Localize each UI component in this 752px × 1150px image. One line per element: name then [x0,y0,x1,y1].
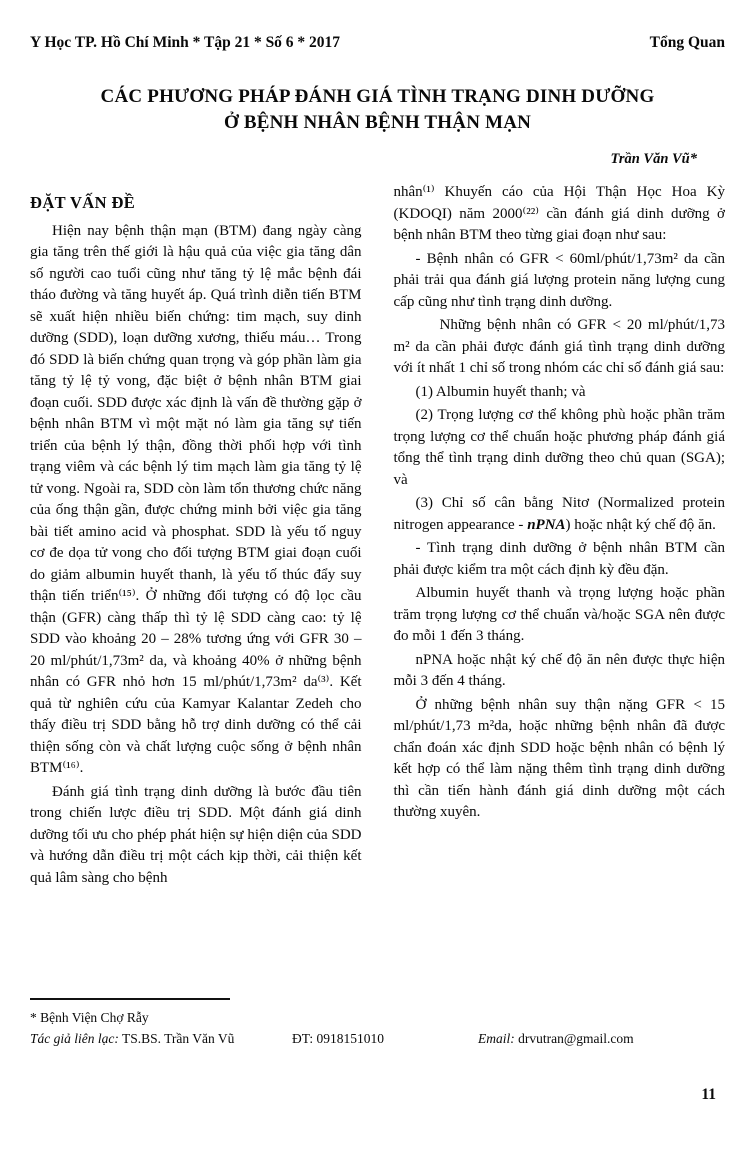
body-paragraph-2: - Bệnh nhân có GFR < 60ml/phút/1,73m² da cần phải trải qua đánh giá lượng protein năng lượng cung cấp cũng như tình trạng dinh dưỡng. [393,250,725,310]
criteria-item-1: (1) Albumin huyết thanh; và [415,383,586,400]
contact-phone [292,1029,478,1050]
left-column [30,182,362,891]
contact-line [30,1029,725,1050]
email-value: drvutran@gmail.com [514,1030,634,1046]
criteria-item-3-pre: (3) Chỉ số cân bằng Nitơ (Normalized protein nitrogen appearance - [393,495,725,533]
intro-paragraph-2: Đánh giá tình trạng dinh dưỡng là bước đầu tiên trong chiến lược điều trị SDD. Một đánh giá dinh dưỡng tối ưu cho phép phát hiện sự hiện diện của SDD và hướng dẫn điều trị một cách kịp thời, cải thiện kết quả lâm sàng cho bệnh [30,783,362,886]
paper-title-line2: Ở BỆNH NHÂN BỆNH THẬN MẠN [223,111,532,133]
section-header: Tổng Quan [649,34,725,51]
criteria-item-3 [394,493,726,536]
phone-value: 0918151010 [313,1030,384,1046]
paper-title-line1: CÁC PHƯƠNG PHÁP ĐÁNH GIÁ TÌNH TRẠNG DINH DƯỠNG [100,86,655,107]
criteria-item-3-post: ) hoặc nhật ký chế độ ăn. [565,516,716,533]
body-paragraph-1: nhân⁽¹⁾ Khuyến cáo của Hội Thận Học Hoa Kỳ (KDOQI) năm 2000⁽²²⁾ cần đánh giá dinh dưỡng ở bệnh nhân BTM theo từng giai đoạn như sau: [393,184,725,244]
footnote-block [30,998,725,1050]
right-column [394,182,726,891]
running-header [30,34,725,52]
body-paragraph-10: Ở những bệnh nhân suy thận nặng GFR < 15 ml/phút/1,73 m²da, hoặc những bệnh nhân đã được chẩn đoán xác định SDD hoặc bệnh nhân có bệnh lý kết hợp có thể làm nặng thêm tình trạng dinh dưỡng thì cần tiến hành đánh giá dinh dưỡng một cách thường xuyên. [393,696,725,821]
phone-label: ĐT: [292,1030,314,1046]
body-paragraph-8: Albumin huyết thanh và trọng lượng hoặc phần trăm trọng lượng cơ thể chuẩn và/hoặc SGA nên được đo mỗi 1 đến 3 tháng. [393,585,725,645]
footnote-divider [30,998,230,1000]
contact-label: Tác giả liên lạc: [30,1030,119,1046]
body-paragraph-9: nPNA hoặc nhật ký chế độ ăn nên được thực hiện mỗi 3 đến 4 tháng. [393,651,725,690]
contact-value: TS.BS. Trần Văn Vũ [118,1030,235,1046]
contact-author [30,1029,292,1050]
body-columns [30,182,725,891]
section-heading-dat-van-de: ĐẶT VẤN ĐỀ [30,193,136,213]
journal-header: Y Học TP. Hồ Chí Minh * Tập 21 * Số 6 * 2017 [30,34,341,51]
paper-title [30,84,725,135]
criteria-item-2: (2) Trọng lượng cơ thể không phù hoặc phần trăm trọng lượng cơ thể chuẩn hoặc phương pháp đánh giá tổng thể tình trạng dinh dưỡng theo chủ quan (SGA); và [393,407,725,488]
contact-email [478,1029,634,1050]
intro-paragraph-1: Hiện nay bệnh thận mạn (BTM) đang ngày càng gia tăng trên thế giới là hậu quả của việc gia tăng dân số người cao tuổi cũng như tăng tỷ lệ mắc bệnh đái tháo đường và tăng huyết áp. Quá trình diễn tiến BTM sẽ xuất hiện nhiều biến chứng: tim mạch, suy dinh dưỡng (SDD), loạn dưỡng xương, thiếu máu… Trong đó SDD là biến chứng quan trọng và góp phần làm gia tăng tỷ lệ tỷ vong, đặc biệt ở bệnh nhân BTM giai đoạn cuối. SDD được xác định là vấn đề thường gặp ở bệnh nhân BTM vì một mặt nó làm gia tăng sự tiến triển của bệnh lý thận, đồng thời phối hợp với tình trạng viêm và các bệnh lý tim mạch làm gia tăng tỷ lệ tử vong. Ngoài ra, SDD còn làm tổn thương chức năng của ống thận gần, được chứng minh bởi việc gia tăng bài tiết amino acid và phosphat. SDD là yếu tố nguy cơ đe dọa tử vong cho đối tượng BTM giai đoạn cuối do giảm albumin huyết thanh, là yếu tố thúc đẩy suy thận tiến triển⁽¹⁵⁾. Ở những đối tượng có độ lọc cầu thận (GFR) càng thấp thì tỷ lệ SDD càng cao: tỷ lệ SDD vào khoảng 20 – 28% tương ứng với GFR 30 – 20 ml/phút/1,73m² da, và khoảng 40% ở những bệnh nhân có GFR nhỏ hơn 15 ml/phút/1,73m² da⁽³⁾. Kết quả từ nghiên cứu của Kamyar Kalantar Zedeh cho thấy điều trị SDD bằng hỗ trợ dinh dưỡng có thể cải thiện sống còn và chất lượng cuộc sống ở bệnh nhân BTM⁽¹⁶⁾. [30,222,362,777]
body-paragraph-3: Những bệnh nhân có GFR < 20 ml/phút/1,73 m² da cần phải được đánh giá tình trạng dinh dưỡng với ít nhất 1 chỉ số trong nhóm các chỉ số đánh giá sau: [393,317,725,377]
page-number: 11 [701,1086,716,1103]
npna-abbreviation: nPNA [527,516,566,533]
email-label: Email: [478,1030,515,1046]
author-affiliation: * Bệnh Viện Chợ Rẫy [30,1010,149,1025]
body-paragraph-7: - Tình trạng dinh dưỡng ở bệnh nhân BTM cần phải được kiểm tra một cách định kỳ đều đặn. [393,540,725,578]
author-name: Trần Văn Vũ* [610,151,697,168]
